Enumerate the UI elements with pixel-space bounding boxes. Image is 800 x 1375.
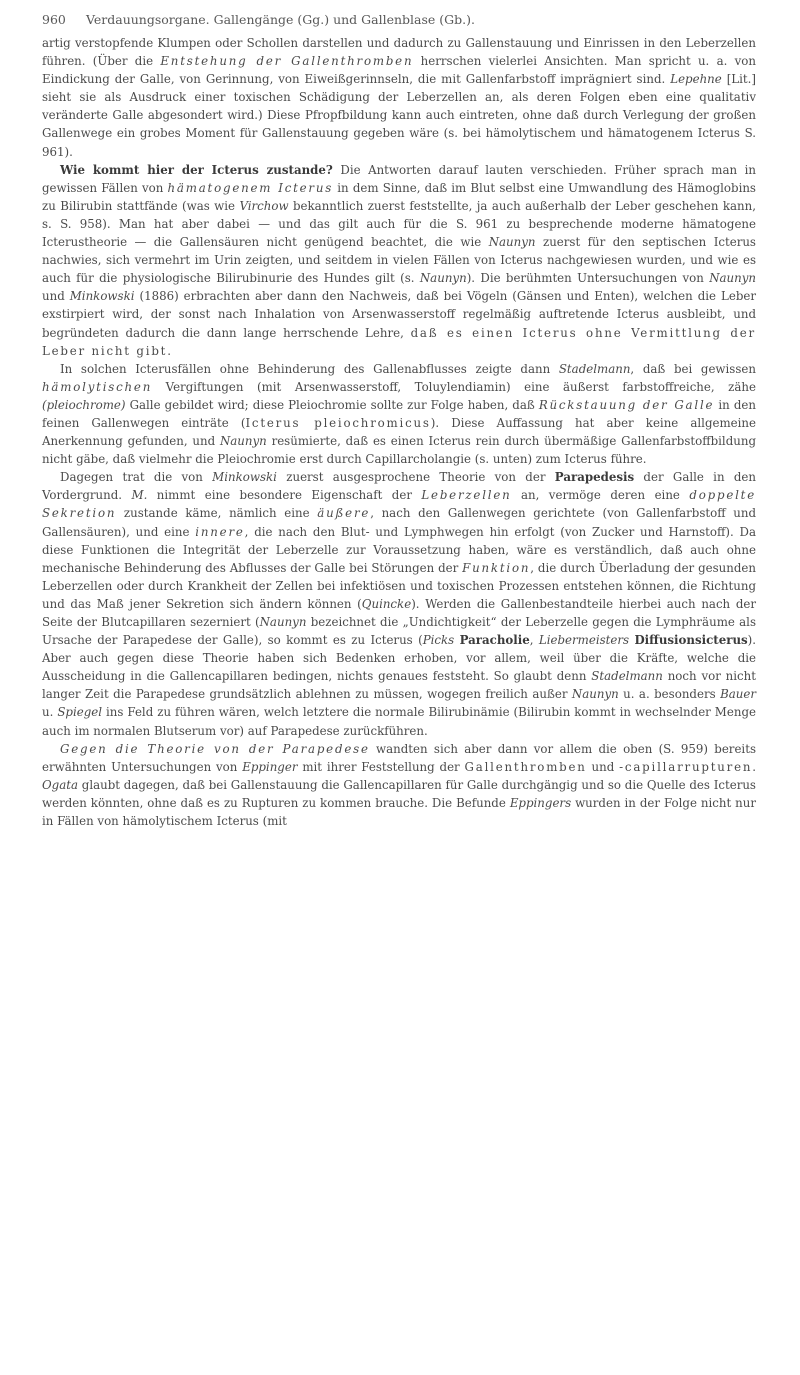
text-run: wandten sich aber dann vor allem die oben (S. 959) bereits erwähnten Untersuchungen von	[42, 741, 756, 774]
text-run: Paracholie	[459, 633, 530, 648]
text-run: Eppinger	[242, 759, 298, 774]
text-run: wurden in der Folge nicht nur in Fällen von hämolytischem Icterus (mit	[42, 795, 756, 829]
text-run: ). Die berühmten Untersuchungen von	[466, 271, 710, 286]
text-run: Dagegen trat die von	[60, 470, 213, 485]
text-run: (1886) erbrachten aber dann den Nachweis, daß bei Vögeln (Gänsen und Enten), welchen die Leber exstirpiert wird, der sonst nach Inhalation von Arsenwasserstoff regelmäßig auftretende Icterus ausbleibt, und begründeten dadurch die dann lange herrschende Lehre,	[42, 289, 756, 340]
paragraph	[42, 468, 756, 739]
text-run: zustande käme, nämlich eine	[116, 506, 318, 521]
text-run: Bauer	[720, 687, 756, 702]
paragraph	[42, 34, 756, 161]
text-run: daß es einen Icterus ohne Vermittlung der Leber nicht gibt.	[42, 325, 756, 358]
text-run: Picks	[422, 633, 455, 648]
paragraph	[42, 161, 756, 360]
text-run: [Lit.] sieht sie als Ausdruck einer toxischen Schädigung der Leberzellen an, als deren Folgen eben eine qualitativ veränderte Galle abgesondert wird.) Diese Pfropfbildung kann auch eintreten, ohne daß durch Verlegung der großen Gallenwege ein grobes Moment für Gallenstauung gegeben wäre (s. bei hämolytischem und hämatogenem Icterus S. 961).	[42, 72, 757, 159]
text-run: Entstehung der Gallenthromben	[160, 54, 414, 69]
page-number: 960	[42, 12, 66, 27]
text-run: -capillarrupturen	[619, 759, 753, 774]
text-run: ,	[529, 633, 539, 648]
text-run: Leberzellen	[421, 488, 512, 503]
text-run: ). Aber auch gegen diese Theorie haben sich Bedenken erhoben, vor allem, weil über die Kräfte, welche die Ausscheidung in die Gallencapillaren bedingen, nichts genaues feststeht. So glaubt denn	[42, 633, 757, 684]
text-run: Stadelmann	[591, 669, 663, 684]
text-run: Parapedesis	[554, 470, 635, 485]
text-run: Eppingers	[509, 795, 572, 810]
body-text	[42, 34, 756, 830]
text-run: Gegen die Theorie von der Parapedese	[60, 741, 370, 756]
text-run: zuerst ausgesprochene Theorie von der	[276, 470, 555, 485]
text-run: Minkowski	[212, 470, 277, 485]
text-run: äußere	[317, 506, 371, 521]
text-run: Naunyn	[571, 687, 619, 702]
text-run: Galle gebildet wird; diese Pleiochromie sollte zur Folge haben, daß	[125, 397, 539, 412]
paragraph	[42, 740, 756, 830]
text-run: u.	[42, 705, 58, 720]
text-run: Naunyn	[419, 271, 467, 286]
text-run: (pleiochrome)	[42, 397, 126, 412]
text-run: Minkowski	[69, 289, 135, 304]
text-run: ). Diese Auffassung hat aber keine allgemeine Anerkennung gefunden, und	[42, 415, 756, 449]
text-run: Spiegel	[57, 705, 103, 720]
text-run: Die Antworten darauf lauten verschieden. Früher sprach man in gewissen Fällen von	[42, 162, 756, 195]
text-run: Stadelmann	[558, 361, 631, 376]
text-run: ). Werden die Gallenbestandteile hierbei auch nach der Seite der Blutcapillaren sezerniert (	[42, 596, 757, 629]
text-run: hämatogenem Icterus	[167, 180, 334, 195]
text-run: Icterus pleiochromicus	[245, 415, 431, 430]
text-run: Rückstauung der Galle	[538, 397, 715, 412]
text-run: artig verstopfende Klumpen oder Schollen darstellen und dadurch zu Gallenstauung und Einrissen in den Leberzellen führen. (Über die	[42, 36, 756, 69]
text-run: .	[752, 759, 757, 774]
text-run: Liebermeisters	[538, 633, 630, 648]
text-run: in dem Sinne, daß im Blut selbst eine Umwandlung des Hämoglobins zu Bilirubin stattfände (was wie	[42, 180, 756, 213]
text-run: , nach den Gallenwegen gerichtete (von Gallenfarbstoff und Gallensäuren), und eine	[42, 506, 756, 539]
text-run: nimmt eine besondere Eigenschaft der	[147, 488, 422, 503]
text-run: , daß bei gewissen	[630, 361, 756, 376]
paragraph	[42, 360, 756, 469]
text-run: innere	[195, 524, 245, 539]
text-run: Naunyn	[219, 434, 267, 449]
text-run: u. a. besonders	[618, 687, 721, 702]
text-run: noch vor nicht langer Zeit die Parapedese grundsätzlich ablehnen zu müssen, wogegen freilich außer	[42, 669, 756, 702]
text-run: In solchen Icterusfällen ohne Behinderung des Gallenabflusses zeigte dann	[60, 361, 559, 376]
text-run: doppelte Sekretion	[42, 488, 756, 521]
text-run: , die nach den Blut- und Lymphwegen hin erfolgt (von Zucker und Harnstoff). Da diese Funktionen die Integrität der Leberzelle zur Voraussetzung haben, wäre es verständlich, daß auch ohne mechanische Behinderung des Abflusses der Galle bei Störungen der	[42, 524, 756, 575]
text-run: bekanntlich zuerst feststellte, ja auch außerhalb der Leber geschehen kann, s. S. 958). Man hat aber dabei — und das gilt auch für die S. 961 zu besprechende moderne hämatogene Icterustheorie — die Gallensäuren nicht genügend beachtet, die wie	[42, 198, 756, 250]
text-run: M.	[131, 488, 148, 503]
text-run: und	[42, 289, 70, 304]
text-run: resümierte, daß es einen Icterus rein durch übermäßige Gallenfarbstoffbildung nicht gäbe, daß vielmehr die Pleiochromie erst durch Capillarcholangie (s. unten) zum Icterus führe.	[42, 434, 756, 467]
text-run: der Galle in den Vordergrund.	[42, 470, 756, 503]
text-run: Lepehne	[670, 72, 722, 87]
text-run: , die durch Überladung der gesunden Leberzellen oder durch Krankheit der Zellen bei infektiösen und toxischen Prozessen entstehen können, die Richtung und das Maß jener Sekretion sich ändern können (	[42, 560, 756, 611]
running-title: Verdauungsorgane. Gallengänge (Gg.) und Gallenblase (Gb.).	[86, 12, 475, 27]
text-run: herrschen vielerlei Ansichten. Man spricht u. a. von Eindickung der Galle, von Gerinnung, von Eiweißgerinnseln, die mit Gallenfarbstoff imprägniert sind.	[42, 54, 757, 87]
text-run: hämolytischen	[42, 379, 153, 394]
text-run: Naunyn	[259, 615, 307, 629]
text-run: Naunyn	[709, 271, 757, 286]
text-run: Diffusionsicterus	[634, 633, 748, 648]
text-run: Quincke	[361, 596, 412, 611]
text-run: Ogata	[42, 777, 79, 792]
text-run: zuerst für den septischen Icterus nachwies, sich vermehrt im Urin zeigten, und seitdem in vielen Fällen von Icterus nachgewiesen wurden, und wie es auch für die physiologische Bilirubinurie des Hundes gilt (s.	[42, 235, 756, 286]
text-run: Wie kommt hier der Icterus zustande?	[60, 162, 333, 177]
running-head	[42, 12, 756, 32]
text-run: und	[586, 759, 620, 774]
text-run: Virchow	[239, 198, 289, 213]
text-run: bezeichnet die „Undichtigkeit“ der Leberzelle gegen die Lymphräume als Ursache der Parapedese der Galle), so kommt es zu Icterus (	[42, 615, 756, 648]
text-run: Naunyn	[488, 235, 536, 250]
text-run: mit ihrer Feststellung der	[297, 759, 465, 774]
text-run: Vergiftungen (mit Arsenwasserstoff, Toluylendiamin) eine äußerst farbstoffreiche, zähe	[152, 379, 756, 394]
text-run: ins Feld zu führen wären, welch letztere die normale Bilirubinämie (Bilirubin kommt in wechselnder Menge auch im normalen Blutserum vor) auf Parapedese zurückführen.	[42, 705, 756, 738]
text-run: Gallenthromben	[464, 759, 587, 774]
text-run: Funktion	[462, 560, 531, 575]
text-run: in den feinen Gallenwegen einträte (	[42, 397, 756, 430]
text-run: an, vermöge deren eine	[511, 488, 690, 503]
text-run: glaubt dagegen, daß bei Gallenstauung die Gallencapillaren für Galle durchgängig und so die Quelle des Icterus werden könnten, ohne daß es zu Rupturen zu kommen brauche. Die Befunde	[42, 777, 756, 810]
